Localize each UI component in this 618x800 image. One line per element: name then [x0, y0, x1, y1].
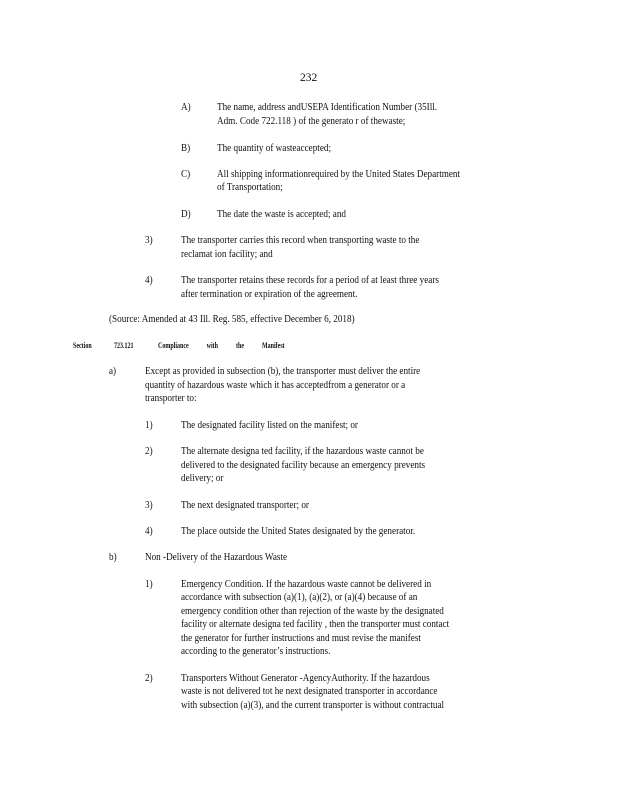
b-item-1-line-3: emergency condition other than rejection of the waste by the designated — [181, 606, 444, 617]
a-item-2-line-1: The alternate designa ted facility, if the hazardous waste cannot be — [181, 446, 424, 457]
item-3-line-1: The transporter carries this record when transporting waste to the — [181, 235, 420, 246]
subsection-label-b: b) — [109, 552, 117, 563]
item-3-line-2: reclamat ion facility; and — [181, 249, 273, 260]
item-c-line-1: All shipping informationrequired by the United States Department — [217, 169, 461, 180]
subsection-b-heading: Non -Delivery of the Hazardous Waste — [145, 552, 288, 563]
b-item-label-1: 1) — [145, 579, 153, 590]
a-item-1-line-1: The designated facility listed on the manifest; or — [181, 420, 358, 431]
section-label: Section — [73, 341, 92, 350]
a-item-2-line-2: delivered to the designated facility because an emergency prevents — [181, 460, 426, 471]
item-a-line-1: The name, address andUSEPA Identification Number (35Ill. — [217, 102, 438, 113]
b-item-1-line-5: the generator for further instructions and must revise the manifest — [181, 633, 421, 644]
page-number: 232 — [300, 72, 318, 84]
item-label-4: 4) — [145, 275, 153, 286]
section-title: Compliance with the Manifest — [158, 341, 285, 350]
section-number: 723.121 — [114, 341, 134, 350]
item-4-line-2: after termination or expiration of the agreement. — [181, 289, 358, 300]
a-item-3-line-1: The next designated transporter; or — [181, 500, 309, 511]
item-label-d: D) — [181, 209, 191, 220]
item-label-b: B) — [181, 143, 191, 154]
a-item-4-line-1: The place outside the United States designated by the generator. — [181, 526, 416, 537]
item-a-line-2: Adm. Code 722.118 ) of the generato r of thewaste; — [217, 116, 406, 127]
item-label-c: C) — [181, 169, 191, 180]
item-d-line-1: The date the waste is accepted; and — [217, 209, 346, 220]
b-item-1-line-1: Emergency Condition. If the hazardous waste cannot be delivered in — [181, 579, 432, 590]
subsection-a-line-1: Except as provided in subsection (b), the transporter must deliver the entire — [145, 366, 421, 377]
subsection-a-line-2: quantity of hazardous waste which it has acceptedfrom a generator or a — [145, 380, 406, 391]
a-item-2-line-3: delivery; or — [181, 473, 224, 484]
b-item-2-line-3: with subsection (a)(3), and the current transporter is without contractual — [181, 700, 445, 711]
a-item-label-3: 3) — [145, 500, 153, 511]
item-b-line-1: The quantity of wasteaccepted; — [217, 143, 332, 154]
a-item-label-2: 2) — [145, 446, 153, 457]
b-item-2-line-1: Transporters Without Generator -AgencyAuthority. If the hazardous — [181, 673, 430, 684]
item-label-3: 3) — [145, 235, 153, 246]
subsection-label-a: a) — [109, 366, 117, 377]
b-item-2-line-2: waste is not delivered tot he next designated transporter in accordance — [181, 686, 438, 697]
b-item-label-2: 2) — [145, 673, 153, 684]
b-item-1-line-4: facility or alternate designa ted facility , then the transporter must contact — [181, 619, 450, 630]
source-note: (Source: Amended at 43 Ill. Reg. 585, effective December 6, 2018) — [109, 314, 355, 325]
item-c-line-2: of Transportation; — [217, 182, 283, 193]
a-item-label-4: 4) — [145, 526, 153, 537]
item-4-line-1: The transporter retains these records for a period of at least three years — [181, 275, 439, 286]
subsection-a-line-3: transporter to: — [145, 393, 197, 404]
b-item-1-line-2: accordance with subsection (a)(1), (a)(2), or (a)(4) because of an — [181, 592, 418, 603]
a-item-label-1: 1) — [145, 420, 153, 431]
b-item-1-line-6: according to the generator’s instructions. — [181, 646, 331, 657]
item-label-a: A) — [181, 102, 191, 113]
